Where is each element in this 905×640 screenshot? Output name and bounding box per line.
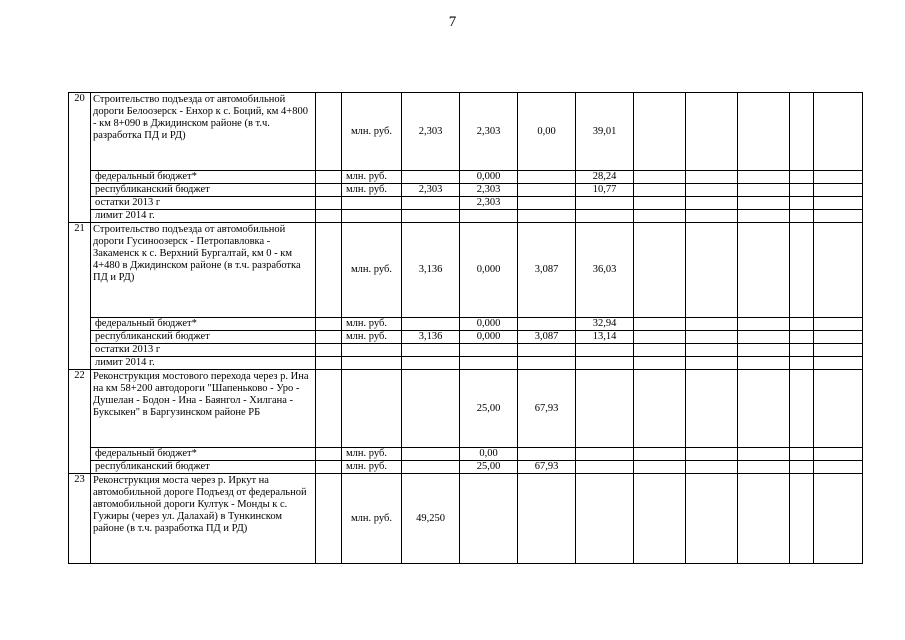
value-cell: 3,087 [518, 331, 576, 344]
table-row [69, 171, 863, 184]
empty-cell [814, 331, 863, 344]
empty-cell [738, 344, 790, 357]
empty-cell [316, 461, 342, 474]
project-name: Строительство подъезда от автомобильной дороги Белоозерск - Енхор к с. Боций, км 4+800 - км 8+090 в Джидинском районе (в т.ч. разработка ПД и РД) [91, 93, 316, 171]
value-cell: 67,93 [518, 461, 576, 474]
empty-cell [634, 370, 686, 448]
unit-cell: млн. руб. [342, 448, 402, 461]
value-cell: 49,250 [402, 474, 460, 564]
page-number: 7 [448, 14, 457, 30]
value-cell: 32,94 [576, 318, 634, 331]
value-cell: 25,00 [460, 370, 518, 448]
value-cell: 3,087 [518, 223, 576, 318]
value-cell [402, 210, 460, 223]
empty-cell [814, 461, 863, 474]
value-cell [518, 197, 576, 210]
value-cell [518, 210, 576, 223]
empty-cell [790, 318, 814, 331]
empty-cell [686, 171, 738, 184]
empty-cell [634, 184, 686, 197]
value-cell: 2,303 [460, 93, 518, 171]
empty-cell [316, 370, 342, 448]
table-row [69, 461, 863, 474]
empty-cell [634, 344, 686, 357]
row-label: федеральный бюджет* [91, 171, 316, 184]
empty-cell [634, 223, 686, 318]
empty-cell [738, 197, 790, 210]
value-cell: 0,00 [460, 448, 518, 461]
empty-cell [686, 474, 738, 564]
empty-cell [686, 223, 738, 318]
row-label: остатки 2013 г [91, 344, 316, 357]
empty-cell [790, 223, 814, 318]
empty-cell [686, 318, 738, 331]
empty-cell [790, 184, 814, 197]
empty-cell [634, 461, 686, 474]
empty-cell [686, 448, 738, 461]
empty-cell [738, 171, 790, 184]
value-cell: 3,136 [402, 331, 460, 344]
empty-cell [814, 197, 863, 210]
empty-cell [790, 474, 814, 564]
value-cell [460, 357, 518, 370]
empty-cell [814, 318, 863, 331]
value-cell [518, 448, 576, 461]
value-cell [518, 474, 576, 564]
value-cell [576, 474, 634, 564]
value-cell: 28,24 [576, 171, 634, 184]
table-row [69, 344, 863, 357]
value-cell: 0,000 [460, 318, 518, 331]
table-row [69, 331, 863, 344]
empty-cell [814, 370, 863, 448]
value-cell [402, 197, 460, 210]
unit-cell: млн. руб. [342, 461, 402, 474]
empty-cell [738, 318, 790, 331]
project-name: Реконструкция моста через р. Иркут на автомобильной дороге Подъезд от федеральной автомобильной дороги Култук - Монды к с. Гужиры (через ул. Далахай) в Тункинском районе (в т.ч. разработка ПД и РД) [91, 474, 316, 564]
value-cell [402, 461, 460, 474]
empty-cell [634, 331, 686, 344]
empty-cell [686, 184, 738, 197]
value-cell [576, 448, 634, 461]
empty-cell [814, 344, 863, 357]
unit-cell: млн. руб. [342, 474, 402, 564]
row-label: республиканский бюджет [91, 461, 316, 474]
value-cell: 2,303 [460, 184, 518, 197]
row-label: республиканский бюджет [91, 184, 316, 197]
empty-cell [814, 171, 863, 184]
empty-cell [686, 197, 738, 210]
value-cell: 2,303 [402, 184, 460, 197]
empty-cell [814, 474, 863, 564]
table-row [69, 210, 863, 223]
value-cell [518, 344, 576, 357]
unit-cell: млн. руб. [342, 93, 402, 171]
empty-cell [790, 461, 814, 474]
unit-cell: млн. руб. [342, 171, 402, 184]
value-cell: 0,00 [518, 93, 576, 171]
empty-cell [790, 370, 814, 448]
value-cell [518, 357, 576, 370]
empty-cell [634, 318, 686, 331]
empty-cell [316, 197, 342, 210]
table-row [69, 197, 863, 210]
value-cell: 2,303 [402, 93, 460, 171]
unit-cell: млн. руб. [342, 331, 402, 344]
value-cell [460, 210, 518, 223]
empty-cell [316, 318, 342, 331]
empty-cell [790, 93, 814, 171]
value-cell [576, 461, 634, 474]
empty-cell [316, 210, 342, 223]
empty-cell [738, 331, 790, 344]
empty-cell [686, 331, 738, 344]
project-number: 22 [69, 370, 91, 474]
empty-cell [738, 210, 790, 223]
table-row [69, 184, 863, 197]
project-name: Строительство подъезда от автомобильной дороги Гусиноозерск - Петропавловка - Закаменск к с. Верхний Бургалтай, км 0 - км 4+480 в Джидинском районе (в т.ч. разработка ПД и РД) [91, 223, 316, 318]
value-cell: 10,77 [576, 184, 634, 197]
empty-cell [790, 210, 814, 223]
empty-cell [790, 171, 814, 184]
value-cell [402, 318, 460, 331]
unit-cell [342, 197, 402, 210]
budget-table-body [69, 93, 863, 564]
empty-cell [634, 357, 686, 370]
empty-cell [316, 344, 342, 357]
value-cell [576, 357, 634, 370]
empty-cell [634, 448, 686, 461]
empty-cell [790, 357, 814, 370]
empty-cell [634, 171, 686, 184]
project-number: 21 [69, 223, 91, 370]
value-cell [576, 210, 634, 223]
row-label: остатки 2013 г [91, 197, 316, 210]
empty-cell [814, 93, 863, 171]
table-row [69, 448, 863, 461]
empty-cell [316, 357, 342, 370]
unit-cell: млн. руб. [342, 318, 402, 331]
value-cell: 0,000 [460, 223, 518, 318]
unit-cell [342, 210, 402, 223]
empty-cell [738, 93, 790, 171]
row-label: федеральный бюджет* [91, 318, 316, 331]
empty-cell [634, 197, 686, 210]
value-cell [402, 344, 460, 357]
unit-cell: млн. руб. [342, 184, 402, 197]
empty-cell [316, 223, 342, 318]
value-cell: 13,14 [576, 331, 634, 344]
value-cell [402, 448, 460, 461]
unit-cell [342, 370, 402, 448]
value-cell: 0,000 [460, 171, 518, 184]
empty-cell [316, 474, 342, 564]
empty-cell [316, 93, 342, 171]
budget-table [68, 92, 863, 564]
empty-cell [738, 357, 790, 370]
value-cell: 3,136 [402, 223, 460, 318]
table-row [69, 223, 863, 318]
empty-cell [316, 331, 342, 344]
empty-cell [686, 210, 738, 223]
value-cell [402, 370, 460, 448]
empty-cell [634, 93, 686, 171]
unit-cell: млн. руб. [342, 223, 402, 318]
table-row [69, 474, 863, 564]
empty-cell [738, 474, 790, 564]
empty-cell [790, 344, 814, 357]
empty-cell [316, 171, 342, 184]
empty-cell [686, 344, 738, 357]
project-name: Реконструкция мостового перехода через р. Ина на км 58+200 автодороги "Шапеньково - Уро - Душелан - Бодон - Ина - Баянгол - Хилгана - Буксыкен" в Баргузинском районе РБ [91, 370, 316, 448]
row-label: лимит 2014 г. [91, 210, 316, 223]
empty-cell [686, 370, 738, 448]
value-cell [460, 344, 518, 357]
value-cell: 39,01 [576, 93, 634, 171]
unit-cell [342, 357, 402, 370]
empty-cell [686, 461, 738, 474]
value-cell: 2,303 [460, 197, 518, 210]
table-row [69, 318, 863, 331]
value-cell: 0,000 [460, 331, 518, 344]
empty-cell [316, 184, 342, 197]
row-label: лимит 2014 г. [91, 357, 316, 370]
value-cell [576, 344, 634, 357]
table-row [69, 93, 863, 171]
empty-cell [738, 184, 790, 197]
empty-cell [814, 184, 863, 197]
empty-cell [814, 357, 863, 370]
row-label: федеральный бюджет* [91, 448, 316, 461]
row-label: республиканский бюджет [91, 331, 316, 344]
empty-cell [814, 448, 863, 461]
empty-cell [686, 93, 738, 171]
empty-cell [738, 461, 790, 474]
project-number: 20 [69, 93, 91, 223]
value-cell [576, 197, 634, 210]
empty-cell [790, 448, 814, 461]
empty-cell [790, 197, 814, 210]
value-cell [402, 171, 460, 184]
table-row [69, 357, 863, 370]
table-row [69, 370, 863, 448]
value-cell [460, 474, 518, 564]
empty-cell [738, 223, 790, 318]
empty-cell [814, 210, 863, 223]
value-cell: 25,00 [460, 461, 518, 474]
value-cell: 67,93 [518, 370, 576, 448]
empty-cell [686, 357, 738, 370]
empty-cell [790, 331, 814, 344]
value-cell: 36,03 [576, 223, 634, 318]
value-cell [576, 370, 634, 448]
value-cell [518, 318, 576, 331]
project-number: 23 [69, 474, 91, 564]
value-cell [518, 171, 576, 184]
empty-cell [738, 448, 790, 461]
empty-cell [316, 448, 342, 461]
value-cell [518, 184, 576, 197]
value-cell [402, 357, 460, 370]
unit-cell [342, 344, 402, 357]
empty-cell [634, 474, 686, 564]
empty-cell [814, 223, 863, 318]
empty-cell [634, 210, 686, 223]
empty-cell [738, 370, 790, 448]
